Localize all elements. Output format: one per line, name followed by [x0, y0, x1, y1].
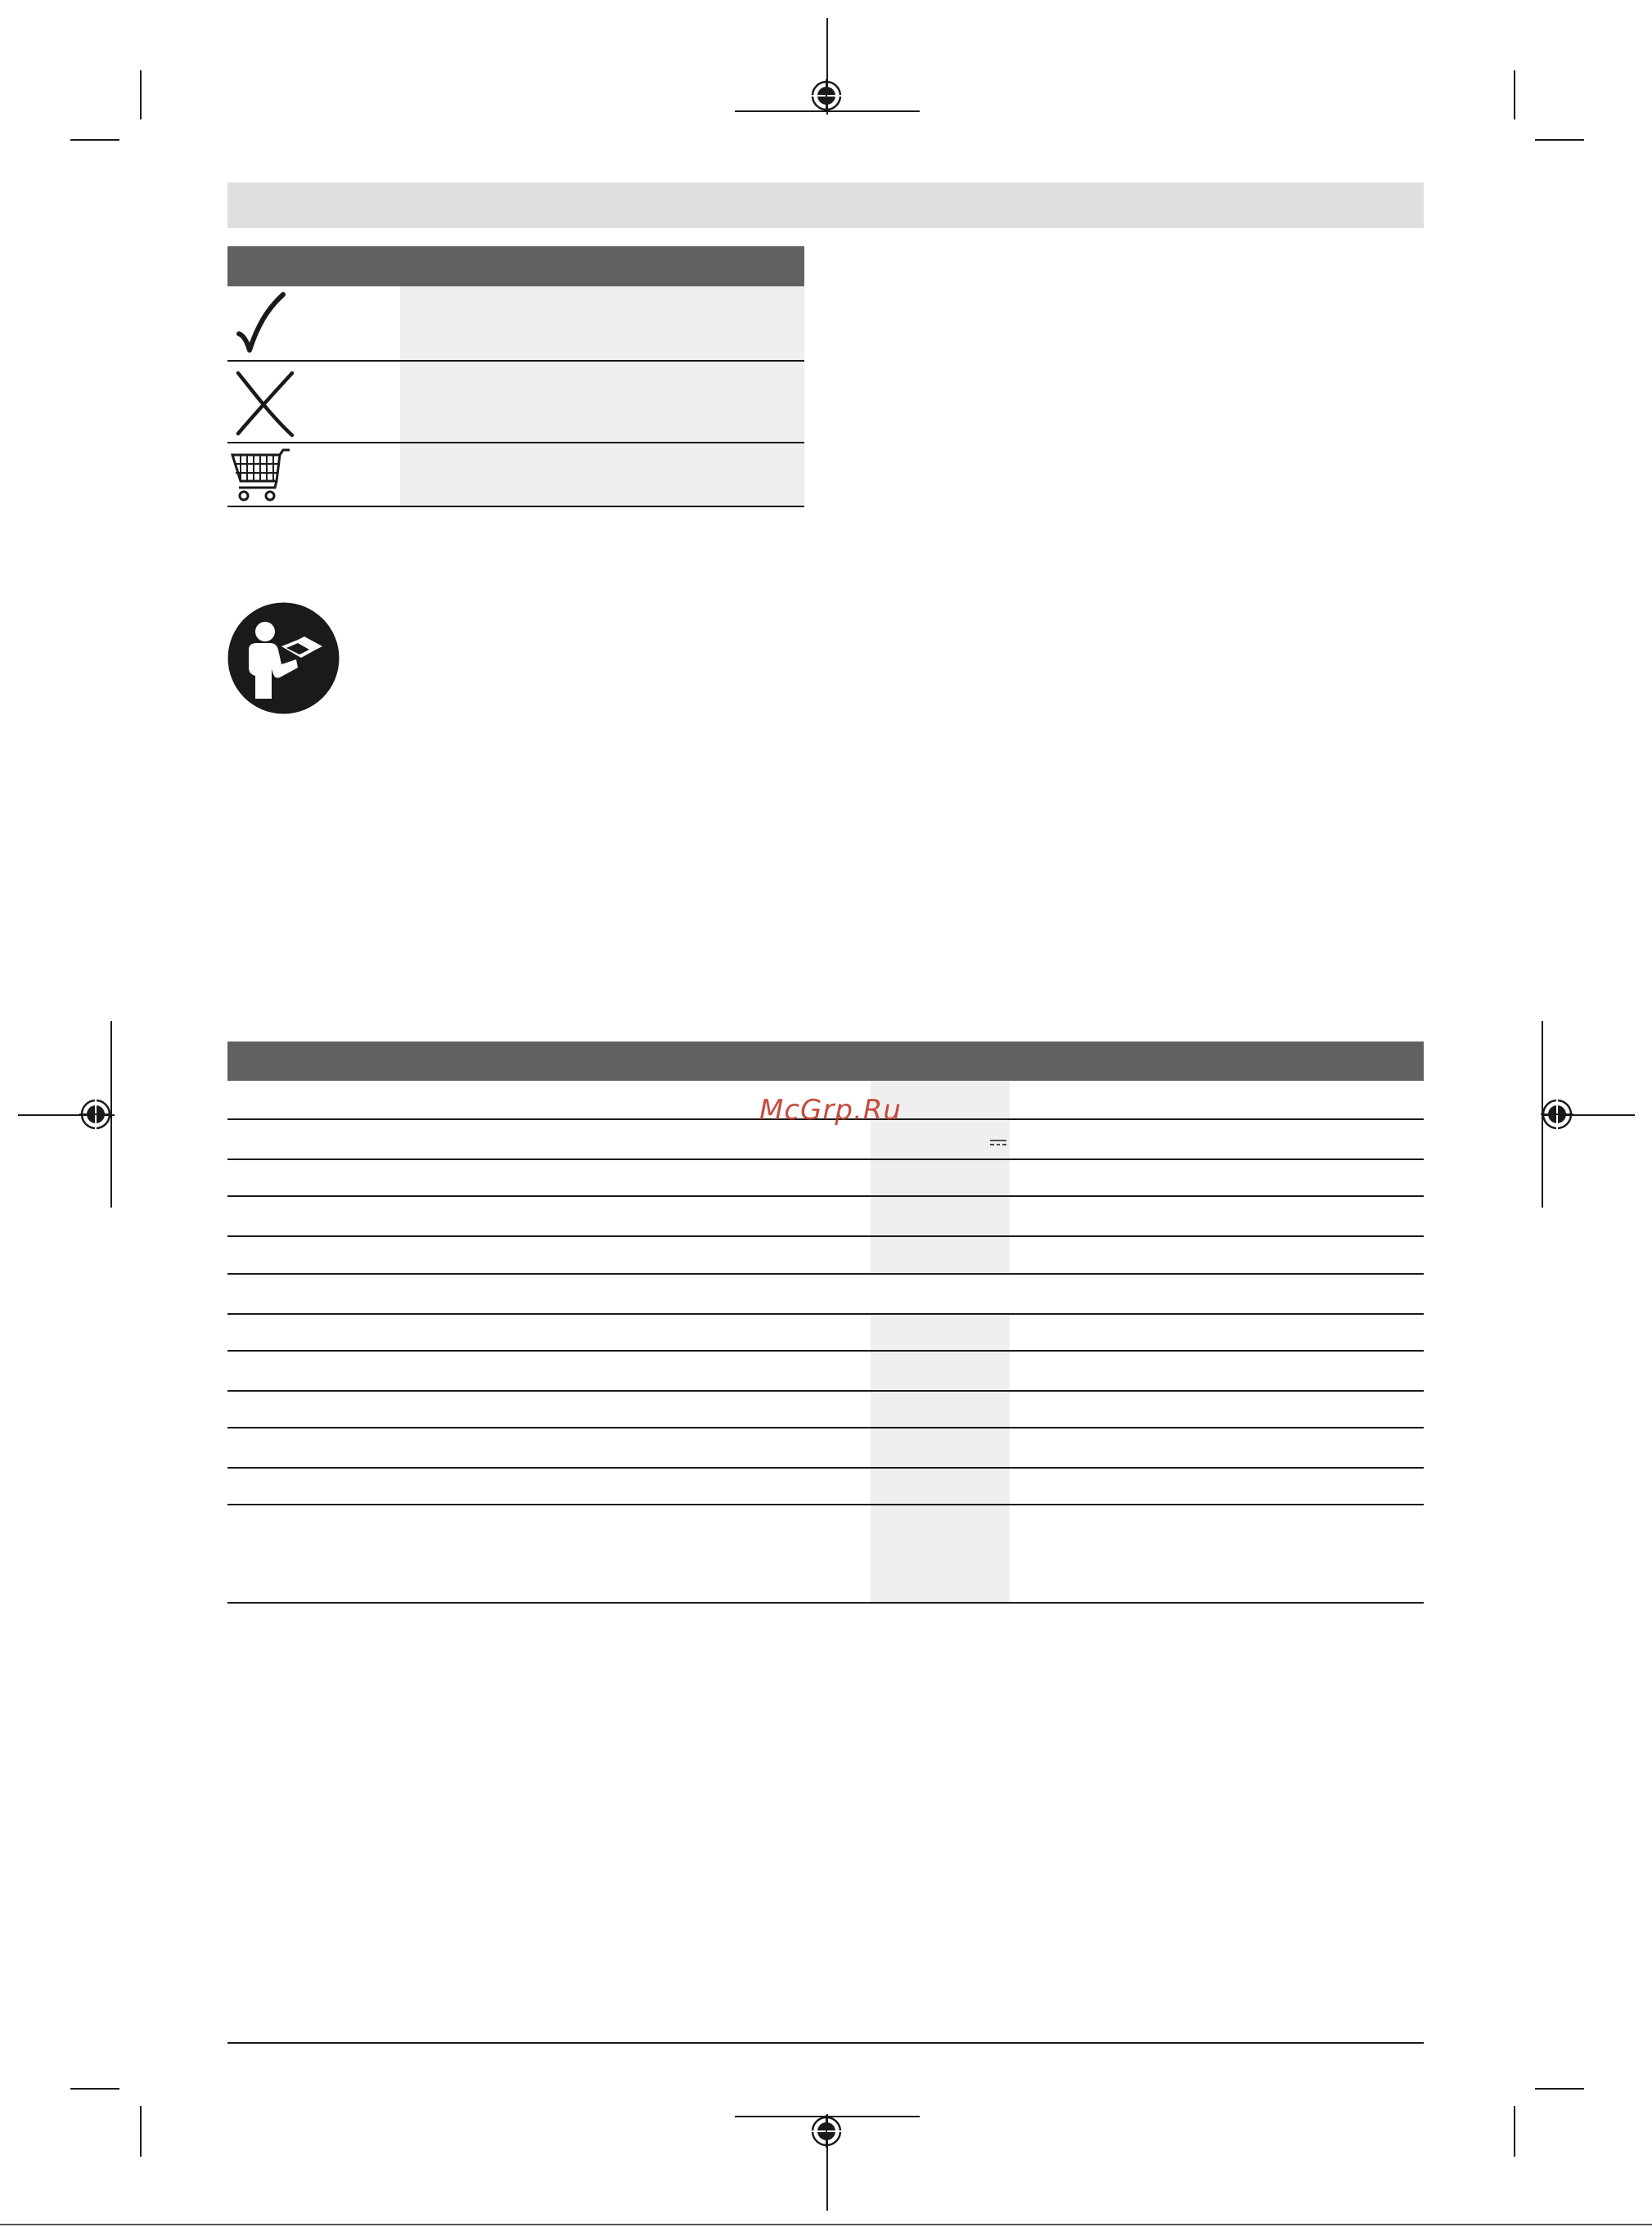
- page-bottom-edge: [0, 2224, 1652, 2225]
- direct-current-icon: [990, 1139, 1006, 1147]
- crop-mark-top-left-h: [70, 139, 119, 141]
- value-column-shade: [871, 1314, 1010, 1602]
- symbol-icon-cell: [227, 286, 398, 362]
- symbol-description-cell: [400, 362, 804, 443]
- crop-mark-bottom-left-v: [140, 2106, 142, 2157]
- technical-data-table-header: [227, 1042, 1424, 1081]
- footer-rule: [227, 2042, 1424, 2044]
- crop-mark-bottom-right-v: [1514, 2106, 1515, 2157]
- row-divider: [227, 1504, 1424, 1505]
- row-divider: [227, 1313, 1424, 1315]
- symbol-description-cell: [400, 443, 804, 507]
- watermark-text: McGrp.Ru: [759, 1094, 902, 1127]
- row-divider: [227, 1350, 1424, 1352]
- symbol-row: [227, 443, 804, 507]
- crop-mark-top-right-v: [1514, 70, 1515, 119]
- registration-mark-bottom: [810, 2115, 843, 2148]
- registration-mark-left: [79, 1098, 112, 1131]
- row-divider: [227, 1467, 1424, 1469]
- shopping-cart-icon: [231, 448, 291, 502]
- symbol-icon-cell: [227, 362, 398, 443]
- row-divider: [227, 1158, 1424, 1160]
- row-divider: [227, 1235, 1424, 1237]
- row-divider: [227, 506, 804, 507]
- row-divider: [227, 1273, 1424, 1275]
- crop-mark-top-left-v: [140, 70, 142, 119]
- symbol-table-header: [227, 246, 804, 286]
- registration-mark-right: [1541, 1098, 1573, 1131]
- registration-mark-top: [810, 79, 843, 112]
- crop-mark-bottom-left-h: [70, 2088, 119, 2090]
- row-divider: [227, 1390, 1424, 1392]
- read-manual-icon: [227, 602, 340, 714]
- row-divider: [227, 1195, 1424, 1197]
- crop-mark-top-right-h: [1535, 139, 1584, 141]
- row-divider: [227, 1602, 1424, 1604]
- checkmark-icon: [234, 291, 291, 357]
- page-header-band: [227, 182, 1424, 228]
- symbol-row: [227, 362, 804, 443]
- crop-mark-bottom-right-h: [1535, 2088, 1584, 2090]
- cross-icon: [233, 368, 299, 439]
- symbol-description-cell: [400, 286, 804, 362]
- symbol-row: [227, 286, 804, 362]
- symbol-icon-cell: [227, 443, 398, 507]
- row-divider: [227, 1427, 1424, 1428]
